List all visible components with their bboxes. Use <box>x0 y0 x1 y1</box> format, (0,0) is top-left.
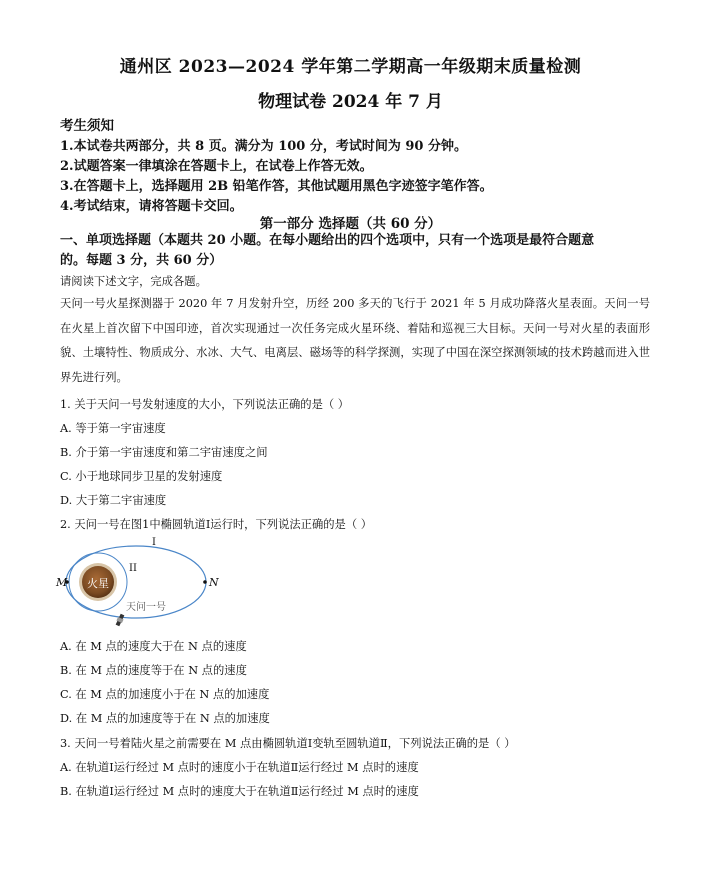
probe-icon <box>115 613 126 626</box>
question-3-option-b: B. 在轨道Ⅰ运行经过 M 点时的速度大于在轨道Ⅱ运行经过 M 点时的速度 <box>60 785 419 798</box>
notice-rule: 3.在答题卡上，选择题用 2B 铅笔作答，其他试题用黑色字迹签字笔作答。 <box>60 179 493 194</box>
reading-passage: 天问一号火星探测器于 2020 年 7 月发射升空，历经 200 多天的飞行于 2021 年 5 月成功降落火星表面。天问一号在火星上首次留下中国印迹，首次实现通过一次任务完成火星环绕、着陆和巡视三大目标。天问一号对火星的表面形貌、土壤特性、物质成分、水冰、大气、电离层、磁场等的科学探测，实现了中国在深空探测领域的技术跨越而进入世界先进行列。 <box>60 297 650 384</box>
notice-rule: 2.试题答案一律填涂在答题卡上，在试卷上作答无效。 <box>60 159 373 174</box>
orbit-diagram <box>56 534 219 630</box>
question-1-stem: 1. 关于天问一号发射速度的大小，下列说法正确的是（ ） <box>60 398 350 411</box>
question-3-option-a: A. 在轨道Ⅰ运行经过 M 点时的速度小于在轨道Ⅱ运行经过 M 点时的速度 <box>60 761 419 774</box>
reading-intro: 请阅读下述文字，完成各题。 <box>60 275 207 288</box>
question-1-option-d: D. 大于第二宇宙速度 <box>60 494 167 507</box>
section-heading-line2: 的。每题 3 分，共 60 分） <box>60 253 223 268</box>
question-2-option-a: A. 在 M 点的速度大于在 N 点的速度 <box>60 640 247 653</box>
planet-label: 火星 <box>87 577 109 590</box>
orbit-1-label: I <box>152 537 156 548</box>
part1-heading: 第一部分 选择题（共 60 分） <box>259 216 442 232</box>
notice-rule: 4.考试结束，请将答题卡交回。 <box>60 199 243 214</box>
notice-rule: 1.本试卷共两部分，共 8 页。满分为 100 分，考试时间为 90 分钟。 <box>60 139 467 154</box>
point-n-dot <box>203 580 207 584</box>
question-2-option-d: D. 在 M 点的加速度等于在 N 点的加速度 <box>60 712 270 725</box>
exam-subtitle: 物理试卷 2024 年 7 月 <box>258 92 443 112</box>
orbit-2-label: II <box>129 563 137 574</box>
question-3-stem: 3. 天问一号着陆火星之前需要在 M 点由椭圆轨道Ⅰ变轨至圆轨道Ⅱ，下列说法正确的是（ ） <box>60 737 516 750</box>
question-2-stem: 2. 天问一号在图1中椭圆轨道Ⅰ运行时，下列说法正确的是（ ） <box>60 518 373 531</box>
section-heading-line1: 一、单项选择题（本题共 20 小题。在每小题给出的四个选项中，只有一个选项是最符合题意 <box>60 233 595 248</box>
probe-label: 天问一号 <box>126 602 166 613</box>
point-n-label: N <box>209 576 219 589</box>
point-m-label: M <box>56 576 68 589</box>
question-2-option-c: C. 在 M 点的加速度小于在 N 点的加速度 <box>60 688 270 701</box>
question-2-option-b: B. 在 M 点的速度等于在 N 点的速度 <box>60 664 247 677</box>
question-1-option-c: C. 小于地球同步卫星的发射速度 <box>60 470 223 483</box>
exam-title: 通州区 2023—2024 学年第二学期高一年级期末质量检测 <box>119 57 582 77</box>
notice-heading: 考生须知 <box>60 118 114 134</box>
question-1-option-a: A. 等于第一宇宙速度 <box>60 422 166 435</box>
question-1-option-b: B. 介于第一宇宙速度和第二宇宙速度之间 <box>60 446 268 459</box>
